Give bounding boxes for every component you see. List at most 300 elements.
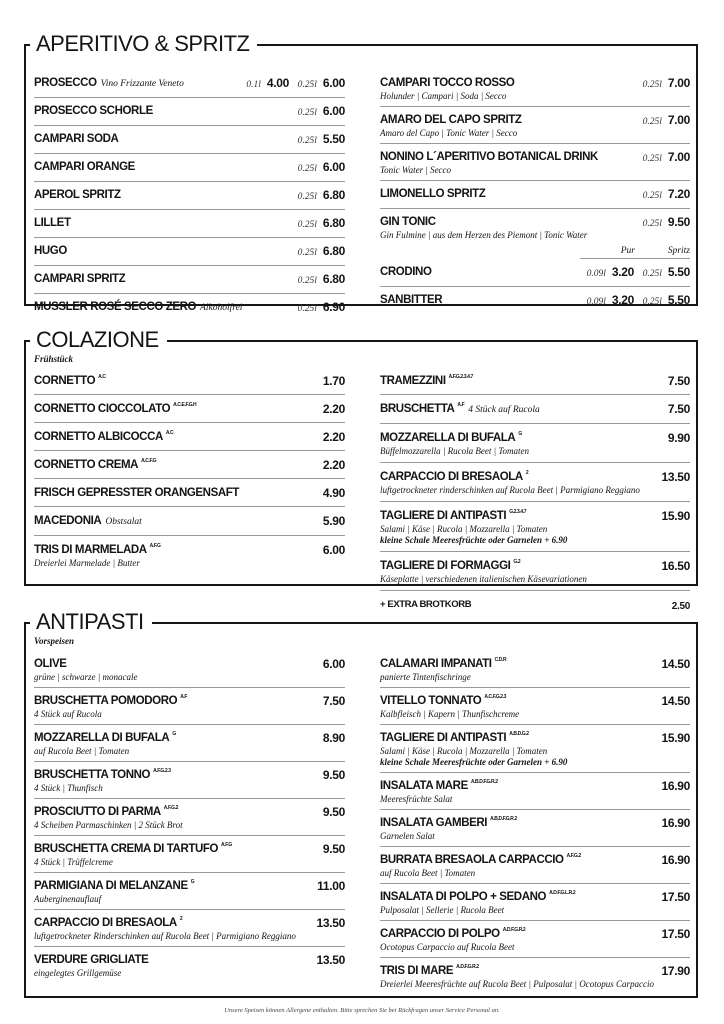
menu-item [380,367,690,395]
price: 9.50 [322,805,345,819]
allergen-codes: G.2 [513,559,521,565]
menu-item-prices [634,373,690,389]
price: 8.90 [322,731,345,745]
section-title: ANTIPASTI [30,607,152,637]
price-cell [289,542,345,558]
price-cell [634,852,690,868]
serving-volume: 0.25l [642,297,662,307]
menu-item-prices [289,767,345,783]
menu-item [34,451,345,479]
menu-item-name: TAGLIERE DI FORMAGGI [380,560,511,572]
menu-item-name: CARPACCIO DI BRESAOLA [380,471,523,483]
serving-volume: 0.25l [297,276,317,286]
menu-item-text [34,513,289,530]
menu-item-text [34,75,233,92]
menu-item-name-line [34,656,289,672]
menu-item-text [34,299,289,316]
menu-item [34,423,345,451]
menu-item [34,266,345,294]
menu-item-name: CORNETTO CIOCCOLATO [34,403,171,415]
menu-item-name: CORNETTO [34,375,96,387]
menu-item [380,395,690,424]
menu-item-text [380,469,640,496]
allergen-codes: A.B.D.G.2 [509,731,529,737]
menu-item-name-line [34,915,289,931]
menu-item-text [34,187,289,203]
menu-item-description: Salami | Käse | Rucola | Mozzarella | Tomaten [380,524,548,534]
menu-item-name: BRUSCHETTA [380,403,455,415]
menu-item-name-line [380,264,578,280]
price-cell [289,485,345,501]
price: 14.50 [661,694,690,708]
price: 6.00 [322,657,345,671]
menu-item-prices [634,926,690,942]
price-cell [634,264,690,282]
menu-item-name: LILLET [34,217,71,229]
price: 15.90 [661,731,690,745]
price: 16.90 [661,816,690,830]
section-subtitle: Frühstück [34,354,74,364]
menu-item-name-line [34,131,289,147]
price: 7.00 [667,113,690,127]
price-cell [289,730,345,746]
menu-item-prices [634,430,690,446]
allergen-codes: G [172,731,176,737]
menu-item-name-line [380,214,634,230]
menu-item-text [34,159,289,175]
menu-item-name: NONINO L´APERITIVO BOTANICAL DRINK [380,151,598,163]
serving-volume: 0.25l [297,80,317,90]
menu-item-name: PARMIGIANA DI MELANZANE [34,880,188,892]
menu-item-name: VITELLO TONNATO [380,695,482,707]
menu-item-name-line [380,597,634,613]
menu-item-name: CORNETTO CREMA [34,459,139,471]
price-cell [634,292,690,310]
menu-item-name-line [34,103,289,119]
menu-item-description: auf Rucola Beet | Tomaten [380,868,476,878]
menu-item-text [380,558,634,585]
section-subtitle: Vorspeisen [34,636,75,646]
menu-item-text [34,542,289,569]
menu-item-text [380,656,634,683]
menu-item [34,182,345,210]
menu-item-prices [578,264,690,282]
price-cell [578,264,634,282]
menu-item [34,210,345,238]
menu-item-name-line [34,215,289,231]
menu-item [34,479,345,507]
price-cell [634,149,690,167]
size-header [580,245,690,259]
menu-item [380,651,690,688]
menu-item-name: HUGO [34,245,67,257]
size-label: Spritz [667,246,690,256]
menu-item-description: 4 Stück auf Rucola [34,709,102,719]
price-cell [289,159,345,177]
serving-volume: 0.25l [297,220,317,230]
allergen-codes: A.B.D.F.G.R.2 [490,816,517,822]
menu-item-name: INSALATA GAMBERI [380,817,488,829]
menu-item-name: MACEDONIA [34,515,102,527]
menu-item-name-line [34,373,289,389]
menu-item-text [34,103,289,119]
price: 2.20 [322,458,345,472]
menu-item [380,884,690,921]
menu-item-prices [634,558,690,574]
menu-item [380,773,690,810]
menu-item-description: Büffelmozzarella | Rucola Beet | Tomaten [380,446,530,456]
allergen-footer-note: Unsere Speisen können Allergene enthalten. Bitte sprechen Sie bei Rückfragen unser Service Personal an. [224,1007,500,1014]
menu-column-right [380,70,690,314]
menu-item-description: Ocotopus Carpaccio auf Rucola Beet [380,942,515,952]
menu-item-name-line [380,469,634,485]
menu-item-prices [289,457,345,473]
menu-item [34,836,345,873]
menu-item [380,688,690,725]
section-antipasti [24,609,698,998]
price-cell [634,401,690,417]
menu-item [380,107,690,144]
menu-item-name: INSALATA MARE [380,780,468,792]
menu-item-prices [289,131,345,149]
menu-item [380,552,690,591]
menu-item-name-line [34,299,289,316]
serving-volume: 0.25l [642,154,662,164]
menu-item-note: Obstsalat [105,517,142,527]
menu-item-text [34,457,289,473]
menu-item [380,287,690,314]
menu-item [34,688,345,725]
price-cell [634,469,690,485]
menu-item-description: panierte Tintenfischringe [380,672,471,682]
price: 6.80 [322,188,345,202]
menu-item-text [380,430,634,457]
menu-item [380,70,690,107]
menu-item-text [380,373,634,389]
menu-column-left [34,651,345,983]
menu-item-prices [289,841,345,857]
menu-item-name: BRUSCHETTA POMODORO [34,695,178,707]
menu-item-name: TAGLIERE DI ANTIPASTI [380,732,507,744]
allergen-codes: A.F [457,402,465,408]
price-cell [634,430,690,446]
menu-item-text [380,112,634,139]
serving-volume: 0.25l [297,108,317,118]
section-title: COLAZIONE [30,325,167,355]
price: 6.80 [322,272,345,286]
menu-item-name: CAMPARI SPRITZ [34,273,126,285]
price-cell [634,693,690,709]
menu-item [34,70,345,98]
price: 2.20 [322,402,345,416]
menu-item-name: + EXTRA BROTKORB [380,599,472,610]
price: 7.50 [667,402,690,416]
menu-item-prices [634,186,690,204]
price-cell [634,186,690,204]
menu-item [380,958,690,994]
menu-item-name-line [380,815,634,831]
allergen-codes: G [190,879,195,885]
menu-item [380,725,690,773]
menu-item-name-line [34,271,289,287]
menu-item-prices [634,401,690,417]
menu-item [34,762,345,799]
menu-item-prices [634,778,690,794]
menu-item-text [34,131,289,147]
menu-item [380,921,690,958]
menu-item-description: Auberginenauflauf [34,894,102,904]
price: 17.50 [661,927,690,941]
menu-item-prices [634,963,690,979]
allergen-codes: A.F.G.2.3.4.7 [448,374,473,380]
price-cell [289,656,345,672]
menu-item-prices [289,373,345,389]
menu-item-description: luftgetrockneter Rinderschinken auf Rucola Beet | Parmigiano Reggiano [34,931,296,941]
menu-item [34,799,345,836]
price: 7.20 [667,187,690,201]
price-cell [289,373,345,389]
menu-item-name-line [380,926,634,942]
menu-item-prices [289,730,345,746]
serving-volume: 0.09l [586,269,606,279]
menu-item-name-line [34,542,289,558]
menu-item-name-line [34,952,289,968]
section-title: APERITIVO & SPRITZ [30,29,257,59]
menu-item-description: Kalbfleisch | Kapern | Thunfischcreme [380,709,520,719]
menu-item-prices [634,112,690,130]
price-cell [634,778,690,794]
menu-column-right [380,651,690,994]
price-cell [289,401,345,417]
menu-item-name: CALAMARI IMPANATI [380,658,492,670]
menu-item-name-line [380,430,634,446]
menu-item-text [34,656,289,683]
menu-item-prices [289,542,345,558]
menu-item-text [380,852,634,879]
allergen-codes: A.B.D.F.G.R.2 [470,779,498,785]
menu-item-name: MUSSLER ROSÉ SECCO ZERO [34,301,197,313]
allergen-codes: 2 [525,470,529,476]
menu-item-description: Salami | Käse | Rucola | Mozzarella | Tomaten [380,746,548,756]
menu-item-prices [634,469,690,485]
price-cell [289,878,345,894]
serving-volume: 0.25l [642,191,662,201]
menu-item-name: LIMONELLO SPRITZ [380,188,486,200]
price: 13.50 [661,470,690,484]
menu-item-extra-offer: kleine Schale Meeresfrüchte oder Garnelen + 6.90 [380,757,568,767]
menu-item-name: CAMPARI SODA [34,133,119,145]
serving-volume: 0.25l [297,192,317,202]
price-cell [289,75,345,93]
price-cell [289,767,345,783]
allergen-codes: A.C.E.F.G.H [173,402,197,408]
menu-item [34,98,345,126]
menu-item-description: Gin Fulmine | aus dem Herzen des Piemont | Tonic Water [380,230,588,240]
menu-item-prices [289,485,345,501]
menu-item [34,367,345,395]
price-cell [233,75,289,93]
menu-item [34,294,345,321]
menu-item-name: TAGLIERE DI ANTIPASTI [380,510,507,522]
menu-item-text [380,597,634,613]
menu-item-name: AMARO DEL CAPO SPRITZ [380,114,522,126]
menu-item-text [34,429,289,445]
menu-item-text [34,401,289,417]
price: 6.80 [322,244,345,258]
menu-item-name-line [380,186,634,202]
menu-item-prices [634,693,690,709]
menu-item-text [34,952,289,979]
price: 6.00 [322,104,345,118]
price: 13.50 [316,916,345,930]
menu-item-text [380,778,634,805]
menu-item-name: CAMPARI TOCCO ROSSO [380,77,515,89]
price: 7.50 [322,694,345,708]
price: 17.50 [661,890,690,904]
serving-volume: 0.25l [297,136,317,146]
menu-item-name: GIN TONIC [380,216,436,228]
menu-item-description: Holunder | Campari | Soda | Secco [380,91,507,101]
price: 2.50 [671,601,690,612]
menu-item-name-line [380,852,634,868]
menu-item-description: Amaro del Capo | Tonic Water | Secco [380,128,518,138]
allergen-codes: A.D.F.G.R.2 [502,927,526,933]
menu-item-prices [289,103,345,121]
serving-volume: 0.25l [297,304,317,314]
menu-item-description: Tonic Water | Secco [380,165,452,175]
menu-item [380,181,690,209]
allergen-codes: A.F.G.2 [566,853,581,859]
menu-item-name-line [380,730,634,746]
allergen-codes: C.D.R [494,657,507,663]
price: 4.00 [266,76,289,90]
allergen-codes: A.C [98,374,106,380]
menu-item-name-line [380,558,634,574]
menu-item-prices [634,75,690,93]
price-cell [289,299,345,317]
menu-item-name: MOZZARELLA DI BUFALA [380,432,516,444]
menu-item-description: grüne | schwarze | monacale [34,672,138,682]
allergen-codes: A.F.G [149,543,161,549]
menu-item-name: MOZZARELLA DI BUFALA [34,732,170,744]
price: 11.00 [317,879,345,893]
allergen-codes: G [518,431,522,437]
menu-item-description: luftgetrockneter rinderschinken auf Rucola Beet | Parmigiano Reggiano [380,485,640,495]
menu-item-name: TRIS DI MARMELADA [34,544,147,556]
menu-item [380,810,690,847]
menu-item [34,238,345,266]
price: 6.00 [322,160,345,174]
price-cell [634,889,690,905]
menu-item-name-line [380,656,634,672]
price: 9.50 [667,215,690,229]
serving-volume: 0.25l [642,269,662,279]
menu-item-name-line [380,778,634,794]
menu-item [34,154,345,182]
price-cell [634,926,690,942]
size-label: Pur [620,246,635,256]
menu-item-name-line [380,292,578,308]
price-cell [634,730,690,746]
menu-item-prices [289,159,345,177]
menu-item-name-line [34,693,289,709]
menu-item-name: BURRATA BRESAOLA CARPACCIO [380,854,564,866]
menu-item-prices [634,889,690,905]
menu-item-name: BRUSCHETTA CREMA DI TARTUFO [34,843,219,855]
price: 1.70 [322,374,345,388]
menu-item-description: Dreierlei Marmelade | Butter [34,558,140,568]
menu-item-text [34,243,289,259]
price-cell [634,214,690,232]
menu-item-text [380,264,578,280]
menu-item-name-line [380,693,634,709]
menu-item-prices [634,656,690,672]
price: 3.20 [611,293,634,307]
allergen-codes: G.2.3.4.7 [509,509,527,515]
allergen-codes: A.C.F.G [141,458,157,464]
price: 14.50 [661,657,690,671]
menu-item [380,502,690,552]
menu-item [380,144,690,181]
menu-item-name-line [34,401,289,417]
menu-item-name-line [34,730,289,746]
menu-item-prices [289,187,345,205]
menu-item-text [380,508,634,546]
menu-item [34,126,345,154]
menu-item [380,424,690,463]
menu-item [34,651,345,688]
menu-item [34,536,345,574]
menu-item-name-line [34,804,289,820]
menu-item-prices [634,852,690,868]
menu-item-text [380,730,634,768]
serving-volume: 0.1l [246,80,261,90]
allergen-codes: A.C [165,430,174,436]
menu-item-text [380,75,634,102]
menu-item-name: VERDURE GRIGLIATE [34,954,149,966]
menu-item-prices [289,401,345,417]
menu-item-name-line [34,485,289,501]
menu-item-description: auf Rucola Beet | Tomaten [34,746,130,756]
menu-item [380,259,690,287]
price: 15.90 [661,509,690,523]
price: 13.50 [316,953,345,967]
menu-item-name: BRUSCHETTA TONNO [34,769,151,781]
price: 9.50 [322,768,345,782]
price-cell [289,841,345,857]
menu-item-name-line [34,159,289,175]
menu-item-name: CORNETTO ALBICOCCA [34,431,163,443]
price: 5.50 [667,293,690,307]
price-cell [289,131,345,149]
menu-item-name: APEROL SPRITZ [34,189,121,201]
menu-item-prices [634,597,690,615]
price: 7.50 [667,374,690,388]
menu-item-text [380,214,634,241]
menu-item-prices [233,75,345,93]
menu-item-prices [289,271,345,289]
serving-volume: 0.09l [586,297,606,307]
menu-item-description: 4 Scheiben Parmaschinken | 2 Stück Brot [34,820,183,830]
menu-item-name-line [380,149,634,165]
price: 7.00 [667,150,690,164]
allergen-codes: A.D.F.G.L.R.2 [549,890,576,896]
menu-item-text [380,401,634,418]
menu-item-name-line [34,187,289,203]
allergen-codes: A.F.G.2.3 [153,768,171,774]
menu-item-text [34,767,289,794]
menu-item-name: PROSECCO SCHORLE [34,105,153,117]
